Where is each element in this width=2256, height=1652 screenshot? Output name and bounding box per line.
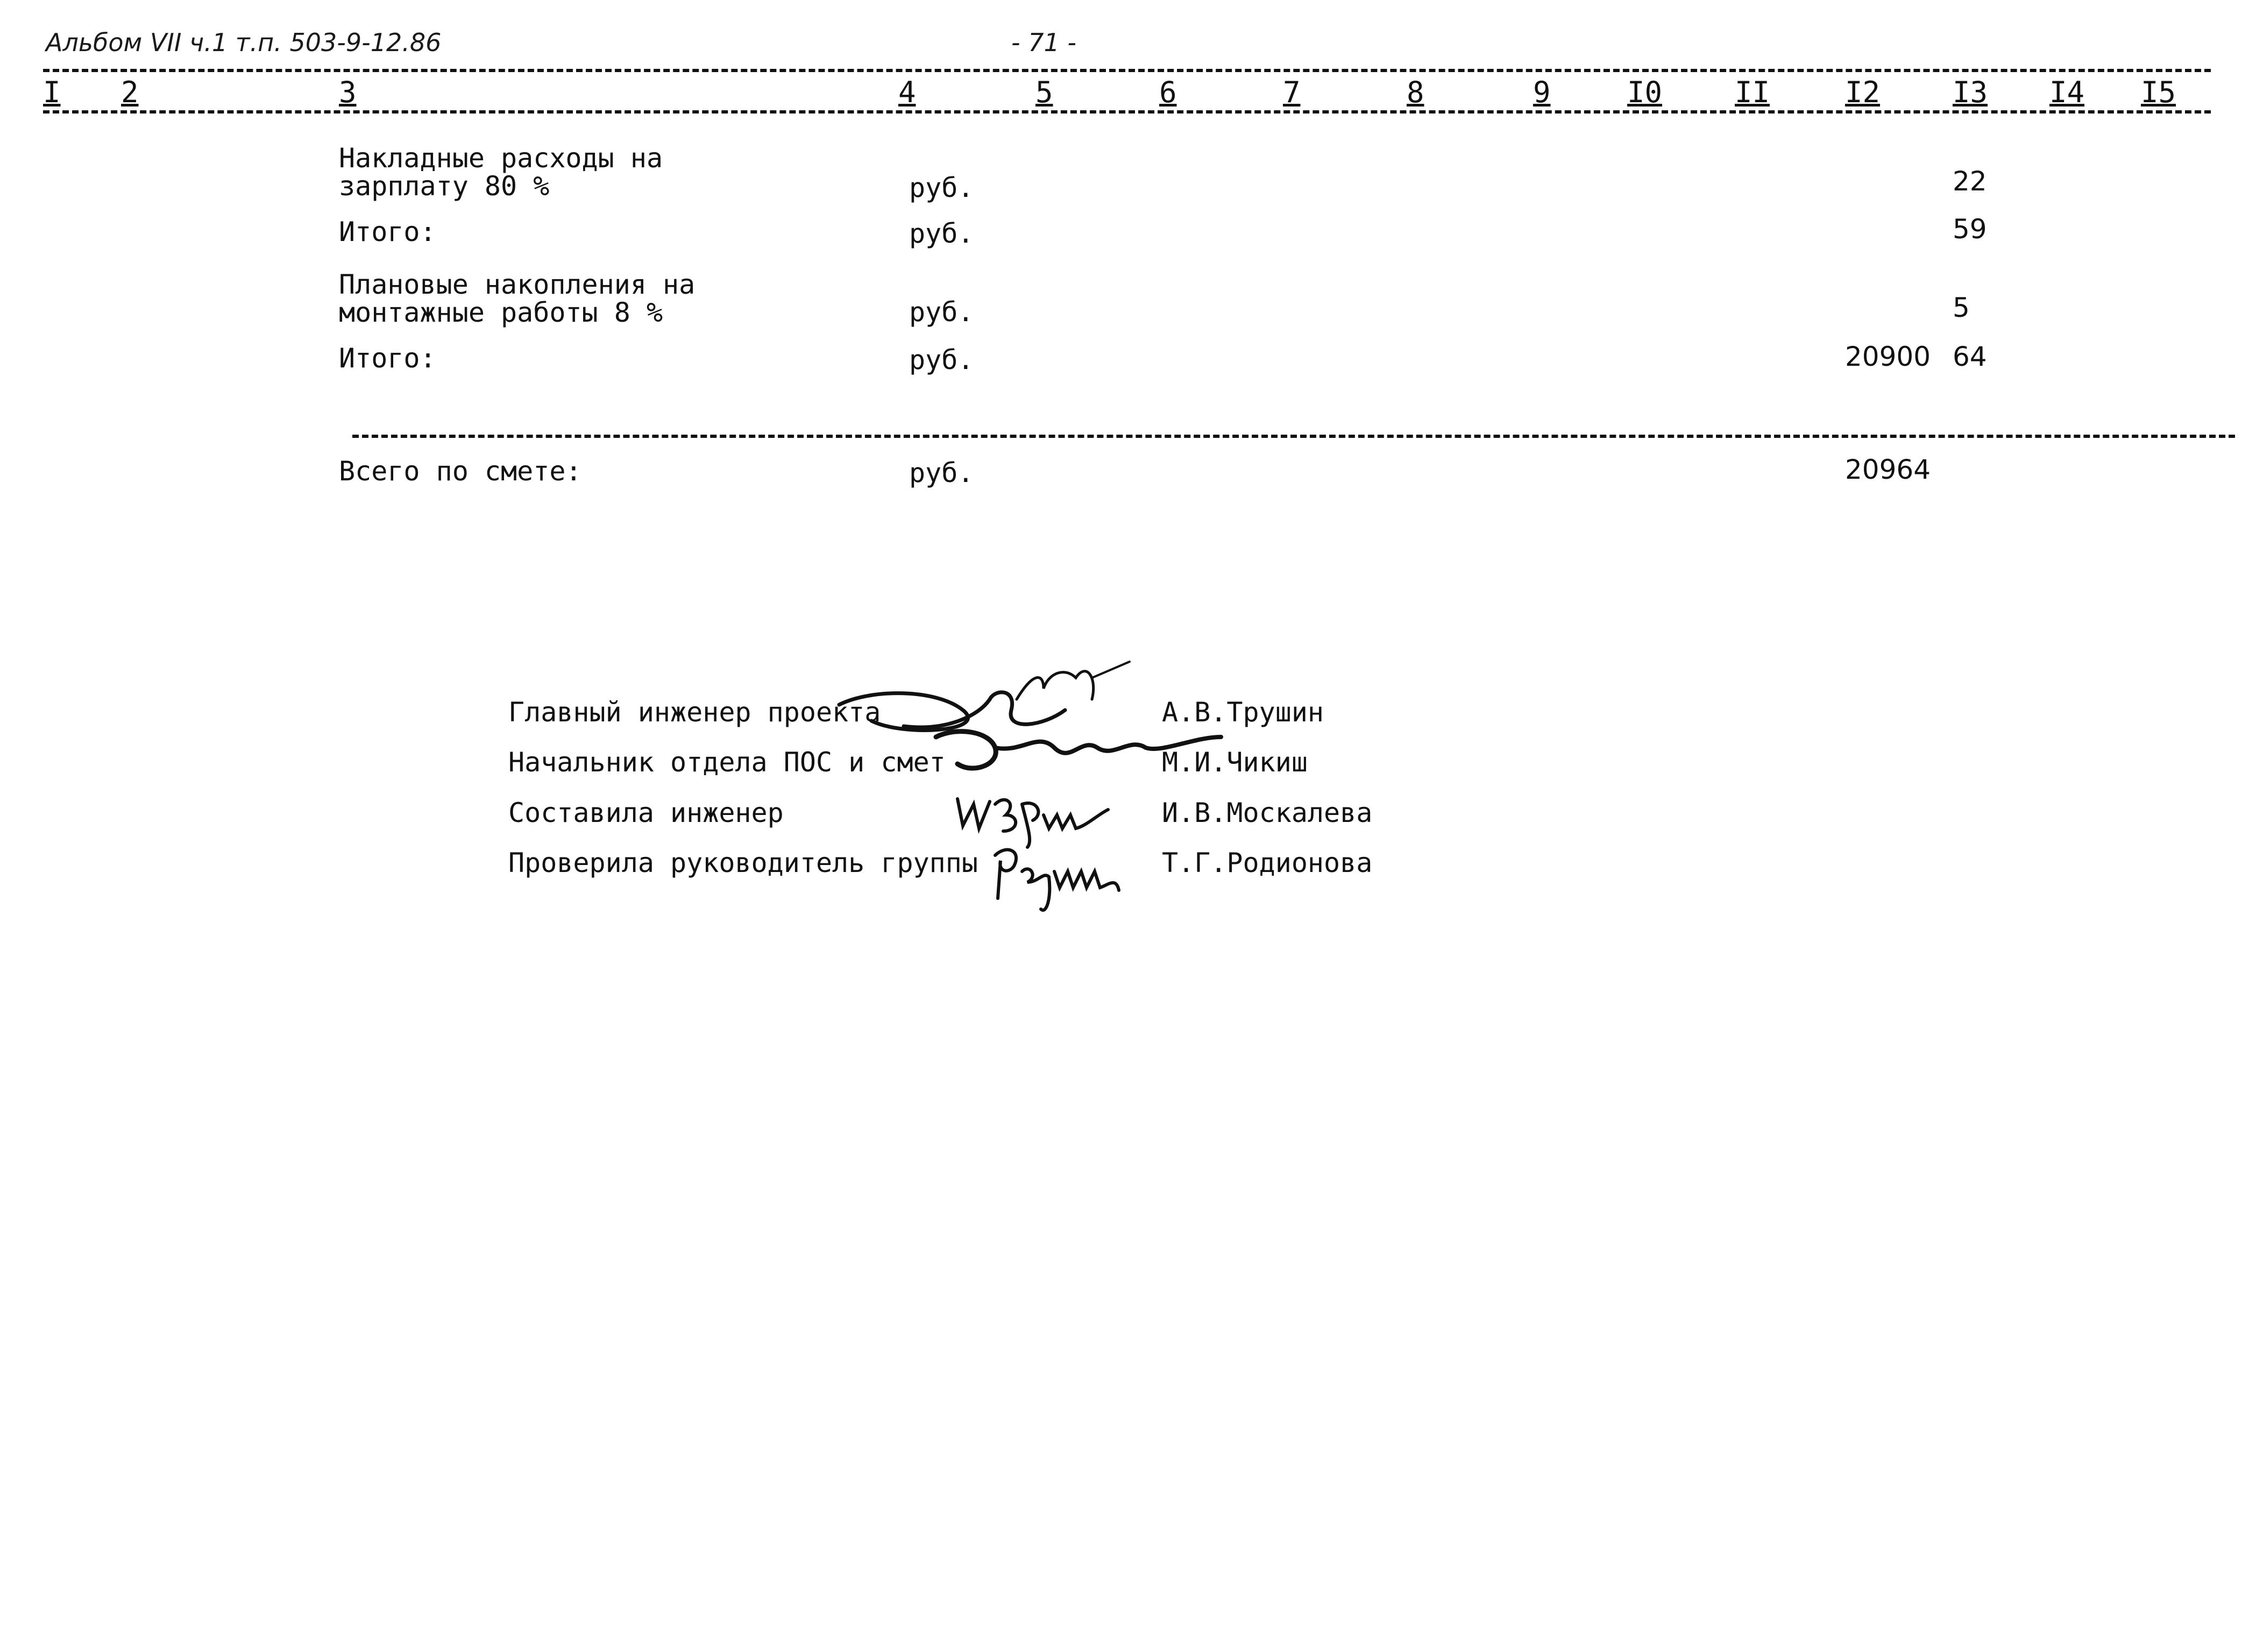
row-col13-value: 59 (1953, 214, 1987, 245)
page-number: - 71 - (1011, 28, 1076, 57)
row-unit: руб. (909, 172, 974, 203)
header-top-rule (43, 69, 2211, 72)
signature-role: Составила инженер (508, 797, 784, 828)
handwritten-signature-3 (952, 783, 1113, 847)
total-col12-value: 20964 (1845, 454, 1931, 485)
column-number: I (43, 75, 61, 109)
column-number: I4 (2049, 75, 2085, 109)
album-reference: Альбом VII ч.1 т.п. 503-9-12.86 (46, 28, 442, 57)
column-number: 4 (898, 75, 916, 109)
column-number: 5 (1035, 75, 1053, 109)
column-number: I3 (1953, 75, 1988, 109)
signature-role: Проверила руководитель группы (508, 847, 978, 878)
signature-name: А.В.Трушин (1162, 697, 1324, 728)
handwritten-signature-4 (984, 839, 1135, 920)
row-col13-value: 5 (1953, 292, 1970, 323)
row-description: Итого: (339, 216, 436, 247)
total-separator-rule (352, 435, 2235, 438)
column-number: I2 (1845, 75, 1881, 109)
signature-name: Т.Г.Родионова (1162, 847, 1373, 878)
row-description: Итого: (339, 343, 436, 374)
signature-name: И.В.Москалева (1162, 797, 1373, 828)
row-unit: руб. (909, 344, 974, 375)
signature-name: М.И.Чикиш (1162, 747, 1308, 778)
row-description: Плановые накопления на монтажные работы 8 % (339, 269, 696, 328)
column-number: 3 (339, 75, 357, 109)
row-description: Накладные расходы на зарплату 80 % (339, 143, 663, 202)
column-number: I0 (1627, 75, 1663, 109)
column-number: 6 (1159, 75, 1177, 109)
total-unit: руб. (909, 457, 974, 488)
signature-role: Начальник отдела ПОС и смет (508, 747, 946, 778)
row-col13-value: 22 (1953, 166, 1987, 197)
column-number: 9 (1533, 75, 1551, 109)
column-number: 8 (1407, 75, 1424, 109)
row-col12-value: 20900 (1845, 341, 1931, 372)
column-number: II (1735, 75, 1770, 109)
row-col13-value: 64 (1953, 341, 1987, 372)
signature-role: Главный инженер проекта (508, 697, 881, 728)
header-bottom-rule (43, 110, 2211, 114)
column-number: I5 (2141, 75, 2176, 109)
column-number: 7 (1283, 75, 1301, 109)
total-description: Всего по смете: (339, 456, 582, 487)
row-unit: руб. (909, 296, 974, 328)
column-number: 2 (121, 75, 139, 109)
row-unit: руб. (909, 218, 974, 249)
